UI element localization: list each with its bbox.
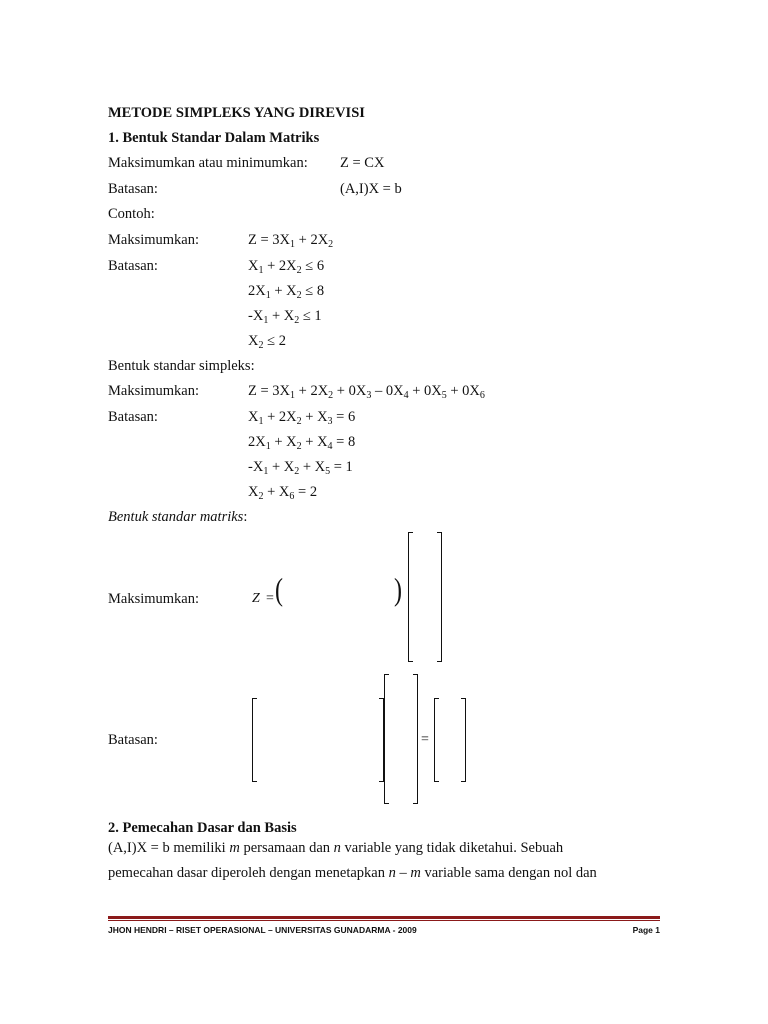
c-close-paren: ) — [394, 573, 402, 608]
matrix-z-symbol: Z — [252, 591, 260, 606]
section2-paragraph: (A,I)X = b memiliki m persamaan dan n variable yang tidak diketahui. Sebuah pemecahan dasar diperoleh dengan menetapkan n – m variable sama dengan nol dan — [108, 840, 597, 881]
bentuk-simpleks-label: Bentuk standar simpleks: — [108, 358, 255, 374]
footer-author: JHON HENDRI – RISET OPERASIONAL – UNIVERSITAS GUNADARMA - 2009 — [108, 925, 417, 935]
section2-heading: 2. Pemecahan Dasar dan Basis — [108, 820, 297, 836]
x-vector-constraint — [384, 674, 418, 804]
example-constraint-1: $X_1 + 2X_2 \le 6$ — [248, 258, 325, 276]
simpleks-constraint-3: $-X_1 + X_2 + X_5 = 1$ — [248, 459, 353, 477]
simpleks-constraint-2: $2X_1 + X_2 + X_4 = 8$ — [248, 434, 356, 452]
matrix-batasan-label: Batasan: — [108, 732, 158, 748]
constraint-equals: = — [421, 732, 429, 747]
simpleks-batasan-label: Batasan: — [108, 409, 158, 425]
contoh-label: Contoh: — [108, 206, 155, 222]
example-constraint-4: $X_2 \le 2$ — [248, 333, 286, 351]
section1-heading: 1. Bentuk Standar Dalam Matriks — [108, 130, 320, 146]
matrix-maks-label: Maksimumkan: — [108, 591, 200, 607]
example-constraint-2: $2X_1 + X_2 \le 8$ — [248, 283, 325, 301]
example-objective: $Z = 3X_1 + 2X_2$ — [248, 232, 334, 250]
example-constraint-3: $-X_1 + X_2 \le 1$ — [248, 308, 322, 326]
bentuk-matriks-label: Bentuk standar matriks: — [108, 509, 248, 525]
example-maks-label: Maksimumkan: — [108, 232, 200, 248]
simpleks-maks-label: Maksimumkan: — [108, 383, 200, 399]
constraint-value: (A,I)X = b — [340, 181, 402, 197]
a-matrix — [252, 698, 384, 782]
x-vector-objective — [408, 532, 442, 662]
constraint-label: Batasan: — [108, 181, 158, 197]
objective-label: Maksimumkan atau minimumkan: — [108, 155, 308, 171]
simpleks-constraint-1: $X_1 + 2X_2 + X_3 = 6$ — [248, 409, 356, 427]
b-vector — [434, 698, 466, 782]
matrix-equals: = — [266, 591, 274, 606]
simpleks-constraint-4: $X_2 + X_6 = 2$ — [248, 484, 318, 502]
objective-value: Z = CX — [340, 155, 385, 171]
example-batasan-label: Batasan: — [108, 258, 158, 274]
simpleks-objective: $Z = 3X_1 + 2X_2 + 0X_3 - 0X_4 + 0X_5 + 0X_6$ — [248, 383, 485, 401]
page-title: METODE SIMPLEKS YANG DIREVISI — [108, 105, 365, 121]
c-open-paren: ( — [275, 573, 283, 608]
footer-rule-thin — [108, 920, 660, 921]
footer-rule — [108, 916, 660, 919]
page-number: Page 1 — [632, 925, 660, 935]
